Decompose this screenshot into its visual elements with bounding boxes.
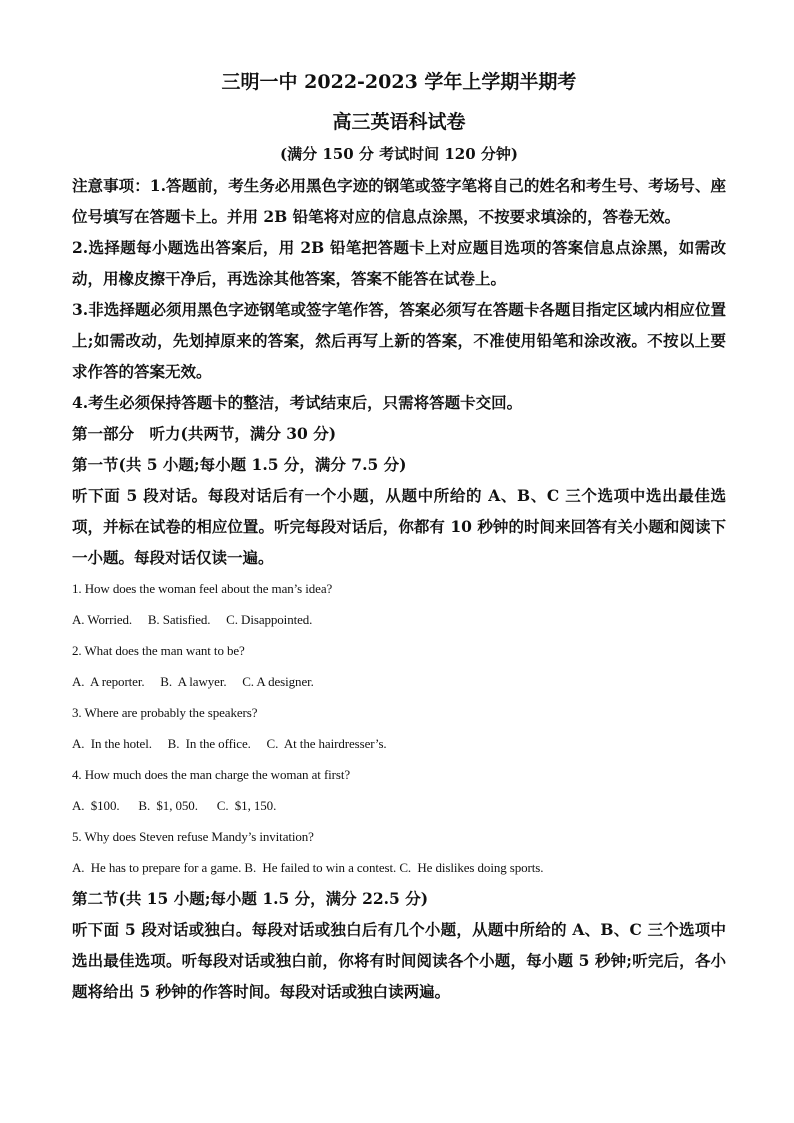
question-3: 3. Where are probably the speakers? [72, 705, 258, 720]
part1-heading: 第一部分 听力(共两节，满分 30 分) [72, 424, 337, 443]
question-2: 2. What does the man want to be? [72, 643, 245, 658]
section1-instructions: 听下面 5 段对话。每段对话后有一个小题，从题中所给的 A、B、C 三个选项中选出最佳选项，并标在试卷的相应位置。听完每段对话后，你都有 10 秒钟的时间来回答有关小题和阅读下一小题。每段对话仅读一遍。 [72, 486, 726, 567]
question-5: 5. Why does Steven refuse Mandy’s invitation? [72, 829, 314, 844]
question-5-options: A. He has to prepare for a game. B. He failed to win a contest. C. He dislikes doing sports. [72, 860, 544, 875]
section1-heading: 第一节(共 5 小题;每小题 1.5 分，满分 7.5 分) [72, 455, 407, 474]
note-4: 4.考生必须保持答题卡的整洁，考试结束后，只需将答题卡交回。 [72, 393, 523, 412]
section2-heading: 第二节(共 15 小题;每小题 1.5 分，满分 22.5 分) [72, 889, 429, 908]
section2-instructions: 听下面 5 段对话或独白。每段对话或独白后有几个小题，从题中所给的 A、B、C 三个选项中选出最佳选项。听每段对话或独白前，你将有时间阅读各个小题，每小题 5 秒钟;听完后，各小题将给出 5 秒钟的作答时间。每段对话或独白读两遍。 [72, 920, 726, 1001]
question-1-options: A. Worried. B. Satisfied. C. Disappointed. [72, 612, 313, 627]
exam-page [72, 66, 726, 1007]
question-4-options: A. $100. B. $1, 050. C. $1, 150. [72, 798, 277, 813]
question-list [72, 573, 726, 883]
note-3: 3.非选择题必须用黑色字迹钢笔或签字笔作答，答案必须写在答题卡各题目指定区域内相应位置上;如需改动，先划掉原来的答案，然后再写上新的答案，不准使用铅笔和涂改液。不按以上要求作答的答案无效。 [72, 300, 726, 381]
exam-subtitle: 高三英语科试卷 [332, 111, 466, 133]
question-1: 1. How does the woman feel about the man’s idea? [72, 581, 333, 596]
note-2: 2.选择题每小题选出答案后，用 2B 铅笔把答题卡上对应题目选项的答案信息点涂黑，如需改动，用橡皮擦干净后，再选涂其他答案，答案不能答在试卷上。 [72, 238, 726, 288]
exam-title: 三明一中 2022-2023 学年上学期半期考 [221, 71, 577, 93]
question-2-options: A. A reporter. B. A lawyer. C. A designer. [72, 674, 314, 689]
exam-meta: (满分 150 分 考试时间 120 分钟) [280, 145, 518, 163]
instructions-notes [72, 170, 726, 418]
question-4: 4. How much does the man charge the woman at first? [72, 767, 351, 782]
question-3-options: A. In the hotel. B. In the office. C. At the hairdresser’s. [72, 736, 387, 751]
note-1: 注意事项：1.答题前，考生务必用黑色字迹的钢笔或签字笔将自己的姓名和考生号、考场号、座位号填写在答题卡上。并用 2B 铅笔将对应的信息点涂黑，不按要求填涂的，答卷无效。 [72, 176, 726, 226]
